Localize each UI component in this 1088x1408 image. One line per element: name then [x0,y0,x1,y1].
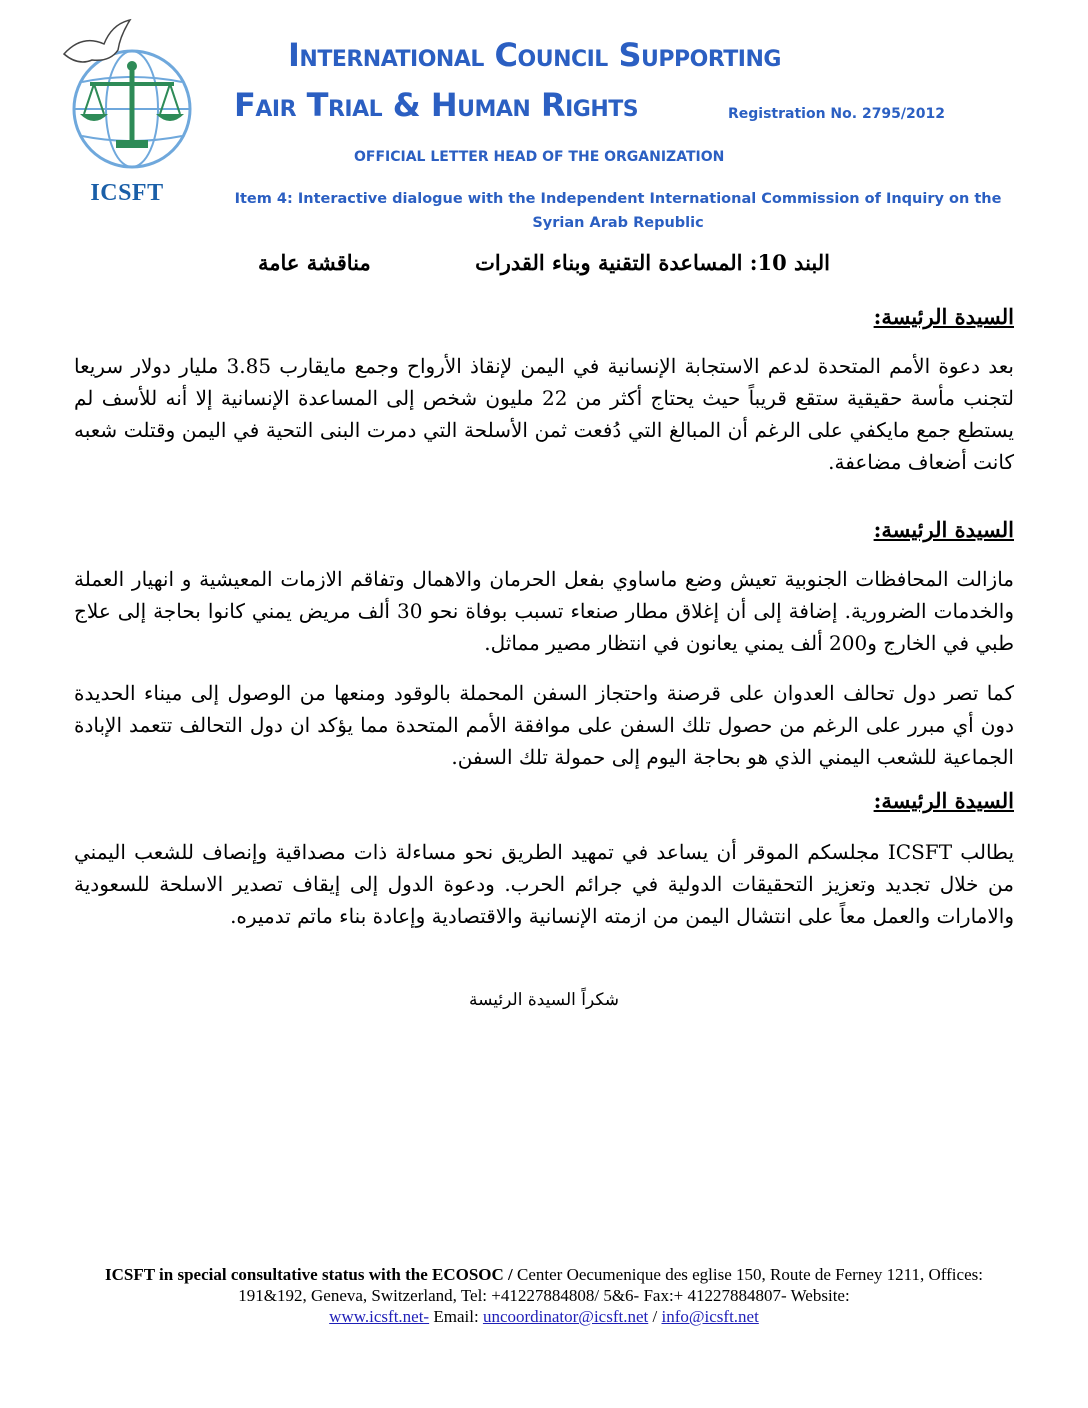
salutation-heading-2: السيدة الرئيسة: [873,517,1014,542]
official-letterhead-label: OFFICIAL LETTER HEAD OF THE ORGANIZATION [354,149,725,165]
agenda-item-title: البند 10: المساعدة التقنية وبناء القدرات [475,250,830,275]
logo-text: ICSFT [90,180,164,206]
closing-thanks: شكراً السيدة الرئيسة [469,990,619,1010]
dove-scales-globe-icon [52,14,202,174]
footer-status: ICSFT in special consultative status with the ECOSOC / [105,1265,513,1284]
footer-email-link-2[interactable]: info@icsft.net [661,1307,759,1326]
footer-email-label: Email: [429,1307,483,1326]
organization-logo [52,14,202,204]
footer-address: Center Oecumenique des eglise 150, Route de Ferney 1211, Offices: 191&192, Geneva, Switzerland, Tel: +41227884808/ 5&6- Fax:+ 41227884807- Website: [238,1265,983,1305]
paragraph-2: مازالت المحافظات الجنوبية تعيش وضع ماساوي بفعل الحرمان والاهمال وتفاقم الازمات المعيشية و انهيار العملة والخدمات الضرورية. إضافة إلى أن إغلاق مطار صنعاء تسبب بوفاة نحو 30 ألف مريض يمني كانوا بحاجة إلى علاج طبي في الخارج و200 ألف يمني يعانون في انتظار مصير مماثل. [74,567,1015,655]
salutation-heading-3: السيدة الرئيسة: [873,788,1014,813]
general-debate-label: مناقشة عامة [258,250,371,275]
paragraph-4: يطالب ICSFT مجلسكم الموقر أن يساعد في تمهيد الطريق نحو مساءلة ذات مصداقية وإنصاف للشعب اليمني من خلال تجديد وتعزيز التحقيقات الدولية في جرائم الحرب. ودعوة الدول إلى إيقاف تصدير الاسلحة للسعودية والامارات والعمل معاً على انتشال اليمن من ازمته الإنسانية والاقتصادية وإعادة بناء ماتم تدميره. [74,840,1015,928]
footer [70,1264,1018,1327]
registration-number: Registration No. 2795/2012 [728,106,945,122]
salutation-heading-1: السيدة الرئيسة: [873,304,1014,329]
paragraph-1: بعد دعوة الأمم المتحدة لدعم الاستجابة الإنسانية في اليمن لإنقاذ الأرواح وجمع مايقارب 3.85 مليار دولار سريعا لتجنب مأسة حقيقية ستقع قريباً حيث يحتاج أكثر من 22 مليون شخص إلى المساعدة الإنسانية إلا أنه للأسف لم يستطع جمع مايكفي على الرغم أن المبالغ التي دُفعت ثمن الأسلحة التي دمرت البنى التحية في اليمن وقتلت شعبه كانت أضعاف مضاعفة. [74,354,1014,474]
organization-name-line2: Fair Trial & Human Rights [234,86,639,124]
footer-separator: / [648,1307,662,1326]
paragraph-3: كما تصر دول تحالف العدوان على قرصنة واحتجاز السفن المحملة بالوقود ومنعها من الوصول إلى ميناء الحديدة دون أي مبرر على الرغم من حصول تلك السفن على موافقة الأمم المتحدة مما يؤكد ان دول التحالف تتعمد الإبادة الجماعية للشعب اليمني الذي هو بحاجة اليوم إلى حمولة تلك السفن. [74,681,1014,769]
footer-email-link-1[interactable]: uncoordinator@icsft.net [482,1307,649,1326]
organization-name-line1: International Council Supporting [288,36,781,74]
footer-website-link[interactable]: www.icsft.net- [329,1307,430,1326]
agenda-item-english: Item 4: Interactive dialogue with the Independent International Commission of Inquiry on the Syrian Arab Republic [234,191,1002,231]
